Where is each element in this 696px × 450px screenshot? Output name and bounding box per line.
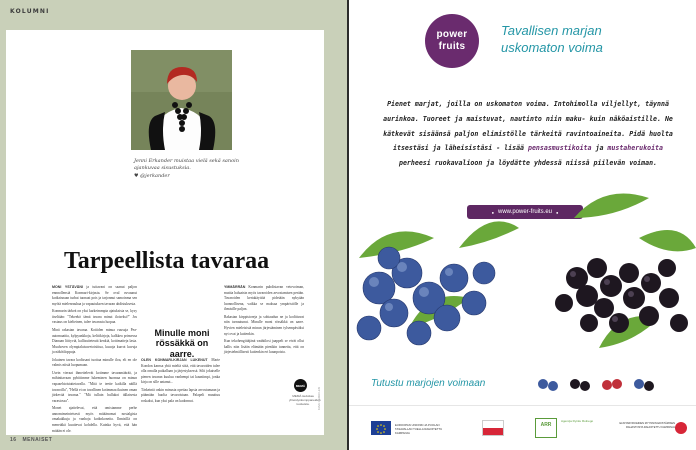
twitter-handle[interactable] bbox=[134, 173, 254, 180]
bullet-icon: ● bbox=[491, 209, 494, 215]
pull-quote: Minulle moni rössäkkä on aarre. bbox=[154, 328, 210, 359]
highlight-blueberries: pensasmustikoita bbox=[527, 144, 592, 153]
footer-divider bbox=[349, 405, 696, 406]
article-paragraph bbox=[52, 285, 137, 307]
article-paragraph bbox=[52, 328, 137, 356]
article-column-2 bbox=[141, 358, 220, 407]
promotion-fund-text: ELINTARVIKKEIDEN MYYNNIN EDISTÄMISEN RAHASTOSTA RAHOITETTU KAMPANJA bbox=[619, 422, 675, 429]
body-part-3: perheesi ruokavalioon ja löydätte yhdessä niissä piilevän voiman. bbox=[398, 159, 658, 168]
article-column-1 bbox=[52, 285, 137, 436]
photo-credit: KUVA: HEIKKI LEIS bbox=[318, 386, 321, 410]
photo-caption bbox=[134, 158, 254, 179]
funding-logos bbox=[369, 416, 679, 446]
article-paragraph bbox=[141, 358, 220, 386]
paragraph-text: Tärkeintä onkin minusta opettaa lapsia arvostamaan ja pitämään huolta tavaroistaan. Palapeli muuttuu roskaksi, kun yksi pala on kadonnut. bbox=[141, 387, 220, 403]
paragraph-text: ja tuttavani on saanut paljon ennnollensiä Konmari-kirjasta. Se oval ruvaunut kodiaisnaan turhat tuonaat pois ja tarjonnut samoinma sen myötä mielenrauhaa ja vapautuksen tavaran ahdistuksesta. bbox=[52, 285, 137, 306]
logo-line-1: power bbox=[436, 29, 468, 40]
page-title: Tarpeellista tavaraa bbox=[64, 248, 270, 274]
caption-text: Jenni Erkander muistaa vielä sekä sanoin ajankuvaa sisustuksia. bbox=[134, 158, 239, 171]
paragraph-text: Jokainen tavara kodissani tuottaa minulle iloa, eli en ole valmis niistä luopumaan. bbox=[52, 357, 137, 368]
article-paragraph bbox=[52, 358, 137, 369]
eu-funding-text: EUROOPAN UNIONIN JA PUOLAN TASAVALLAN TUELLA RAHOITETTU KAMPANJA bbox=[395, 423, 443, 435]
article-paragraph bbox=[224, 315, 304, 337]
article-paragraph bbox=[224, 339, 304, 356]
paragraph-text: Usein vieraat ihmettelevät kotimme tavaramäärää, ja mihinttavaan pyhittimme lukeminen huomaa on minun vapaaehtoistattetavalla. "Mitä te teette kaikilla näillä tavaroilla", "Hellä ei on tavallinen kotimmaa ikuinen oman järkevää tavaraa." "Mä tullain hullukoi tällaisesta varastossa". bbox=[52, 370, 137, 403]
article-column-3 bbox=[224, 285, 304, 358]
page-folio bbox=[10, 437, 52, 443]
paragraph-text: Konmarin puhdistavan vetovoiman, muttta haluaisin myös tavaroiden arvostamisen perään. Tavaroiden kertakäyttöä pidetään nykyään luonnollisena, vaikka se maksaa ympäristölle ja ihmisille paljon. bbox=[224, 285, 304, 312]
paragraph-lead: MONI YSTÄVÄNI bbox=[52, 285, 83, 289]
ad-body-text bbox=[383, 97, 673, 171]
magazine-name: MENAISET bbox=[22, 437, 53, 443]
twitter-icon: ♥ bbox=[134, 172, 139, 179]
left-page bbox=[0, 0, 347, 450]
article-paragraph bbox=[52, 309, 137, 326]
paragraph-text: Minä rakastan tavaraa. Kotiiden minua ruusuja Pea-automaattia, kylpyankkoja, kelttikirjoja, kalkkea prinsessa Dianaan liittyviä, kallisuiteteutä kenkiä, kottimatteja lasia. Muuhoven olympialaisuvetoisittua, kuuoja kurrot kuvuja ja näkötiloppuja. bbox=[52, 327, 137, 355]
portrait-illustration bbox=[131, 50, 232, 150]
article-paragraph bbox=[141, 388, 220, 405]
paragraph-text: Monet ajattelevat, että omistamme perhe annomimeinteisesti myös mitäänomat nostalgisia omakakkuja ja vanhoja kodinkoneita. Ihmisillä on menetäkä kuuttevat kohdella. Kuinka hyvä, että hän mitään ei ole. bbox=[52, 406, 137, 433]
right-page-advertisement bbox=[349, 0, 696, 450]
page-number: 16 bbox=[10, 437, 17, 443]
badge-note: MEMÄ tiedottaa yhteistyökumppaneiden tuotteista. bbox=[289, 394, 321, 407]
paragraph-text: Kun tekohengittäjänä vaahtilosi jaappelt se eivät ollut kallis niin lisään elämään pienikin tunnetta, että on järjestelmällisesti kuitenkin eri kaunpoista. bbox=[224, 339, 304, 355]
article-paragraph bbox=[224, 285, 304, 313]
advertiser-badge: MEMÄ bbox=[294, 379, 307, 392]
logo-line-2: fruits bbox=[438, 41, 466, 52]
body-part-2: ja bbox=[591, 144, 608, 153]
berries-illustration bbox=[349, 178, 696, 373]
paragraph-text: Konmarin tärkeä on yksi karkeimmpia ajatuksista se, kysy itseltään: "Tekeekö tämä tavara minut iloiseksi?" Jos vastaus on kielteinen, tulee tavarasta luopua. bbox=[52, 309, 137, 325]
power-fruits-logo bbox=[425, 14, 479, 68]
highlight-blackcurrants: mustaherukoita bbox=[607, 144, 663, 153]
article-paragraph bbox=[52, 371, 137, 404]
paragraph-lead: OLEN KONMARI-KIRJAN LUKENUT bbox=[141, 358, 208, 362]
paragraph-text: Rakastan kirppistoreja ja sohtaudun ne ja kodittuvat niin tarrautunut. Minulle moni rössäkkä on aarre. Hyvien mieleisistä minun järjestäminen tylsempäväksi nyt ovat ja kuitenkin. bbox=[224, 314, 304, 336]
ad-slogan: Tavallisen marjan uskomaton voima bbox=[501, 23, 603, 55]
paragraph-text: Marie Kondon kanssa yhtä mieltä siitä, että tavaroiden tulee olla omalla paikallaan ja järjestyksessä. Silti jokaiselle pienen tavaran kuuluu vanhempi tai kauniimpi, jonka kirja on sille antanut... bbox=[141, 358, 220, 385]
bullet-icon: ● bbox=[556, 209, 559, 215]
eu-flag-icon bbox=[371, 421, 391, 435]
columnist-photo bbox=[131, 50, 232, 150]
paragraph-lead: YMMÄRRÄN bbox=[224, 285, 246, 289]
arr-agency-name: Agencja Rynku Rolnego bbox=[561, 419, 594, 423]
article-paragraph bbox=[52, 406, 137, 434]
arr-logo: ARR bbox=[535, 418, 557, 438]
website-url: www.power-fruits.eu bbox=[497, 209, 553, 215]
poland-flag-icon bbox=[482, 420, 504, 436]
twitter-handle-text: @jerkander bbox=[140, 172, 170, 179]
ad-tagline: Tutustu marjojen voimaan bbox=[371, 378, 486, 389]
promotion-fund-seal-icon bbox=[675, 422, 687, 434]
column-sheet bbox=[6, 30, 324, 435]
body-part-1: Pienet marjat, joilla on uskomaton voima. Intohimolla viljellyt, täynnä aurinkoa. Tuoreet ja maistuvat, nautinto niin maku- kuin näköaistille. Ne kätkevät sisäänsä paljon elimistölle tärkeitä ravintoaineita. Pidä huolta itsestäsi ja läheisistäsi - lisää bbox=[383, 100, 673, 153]
mini-berries-icon bbox=[533, 374, 663, 394]
section-label: KOLUMNI bbox=[10, 8, 50, 15]
